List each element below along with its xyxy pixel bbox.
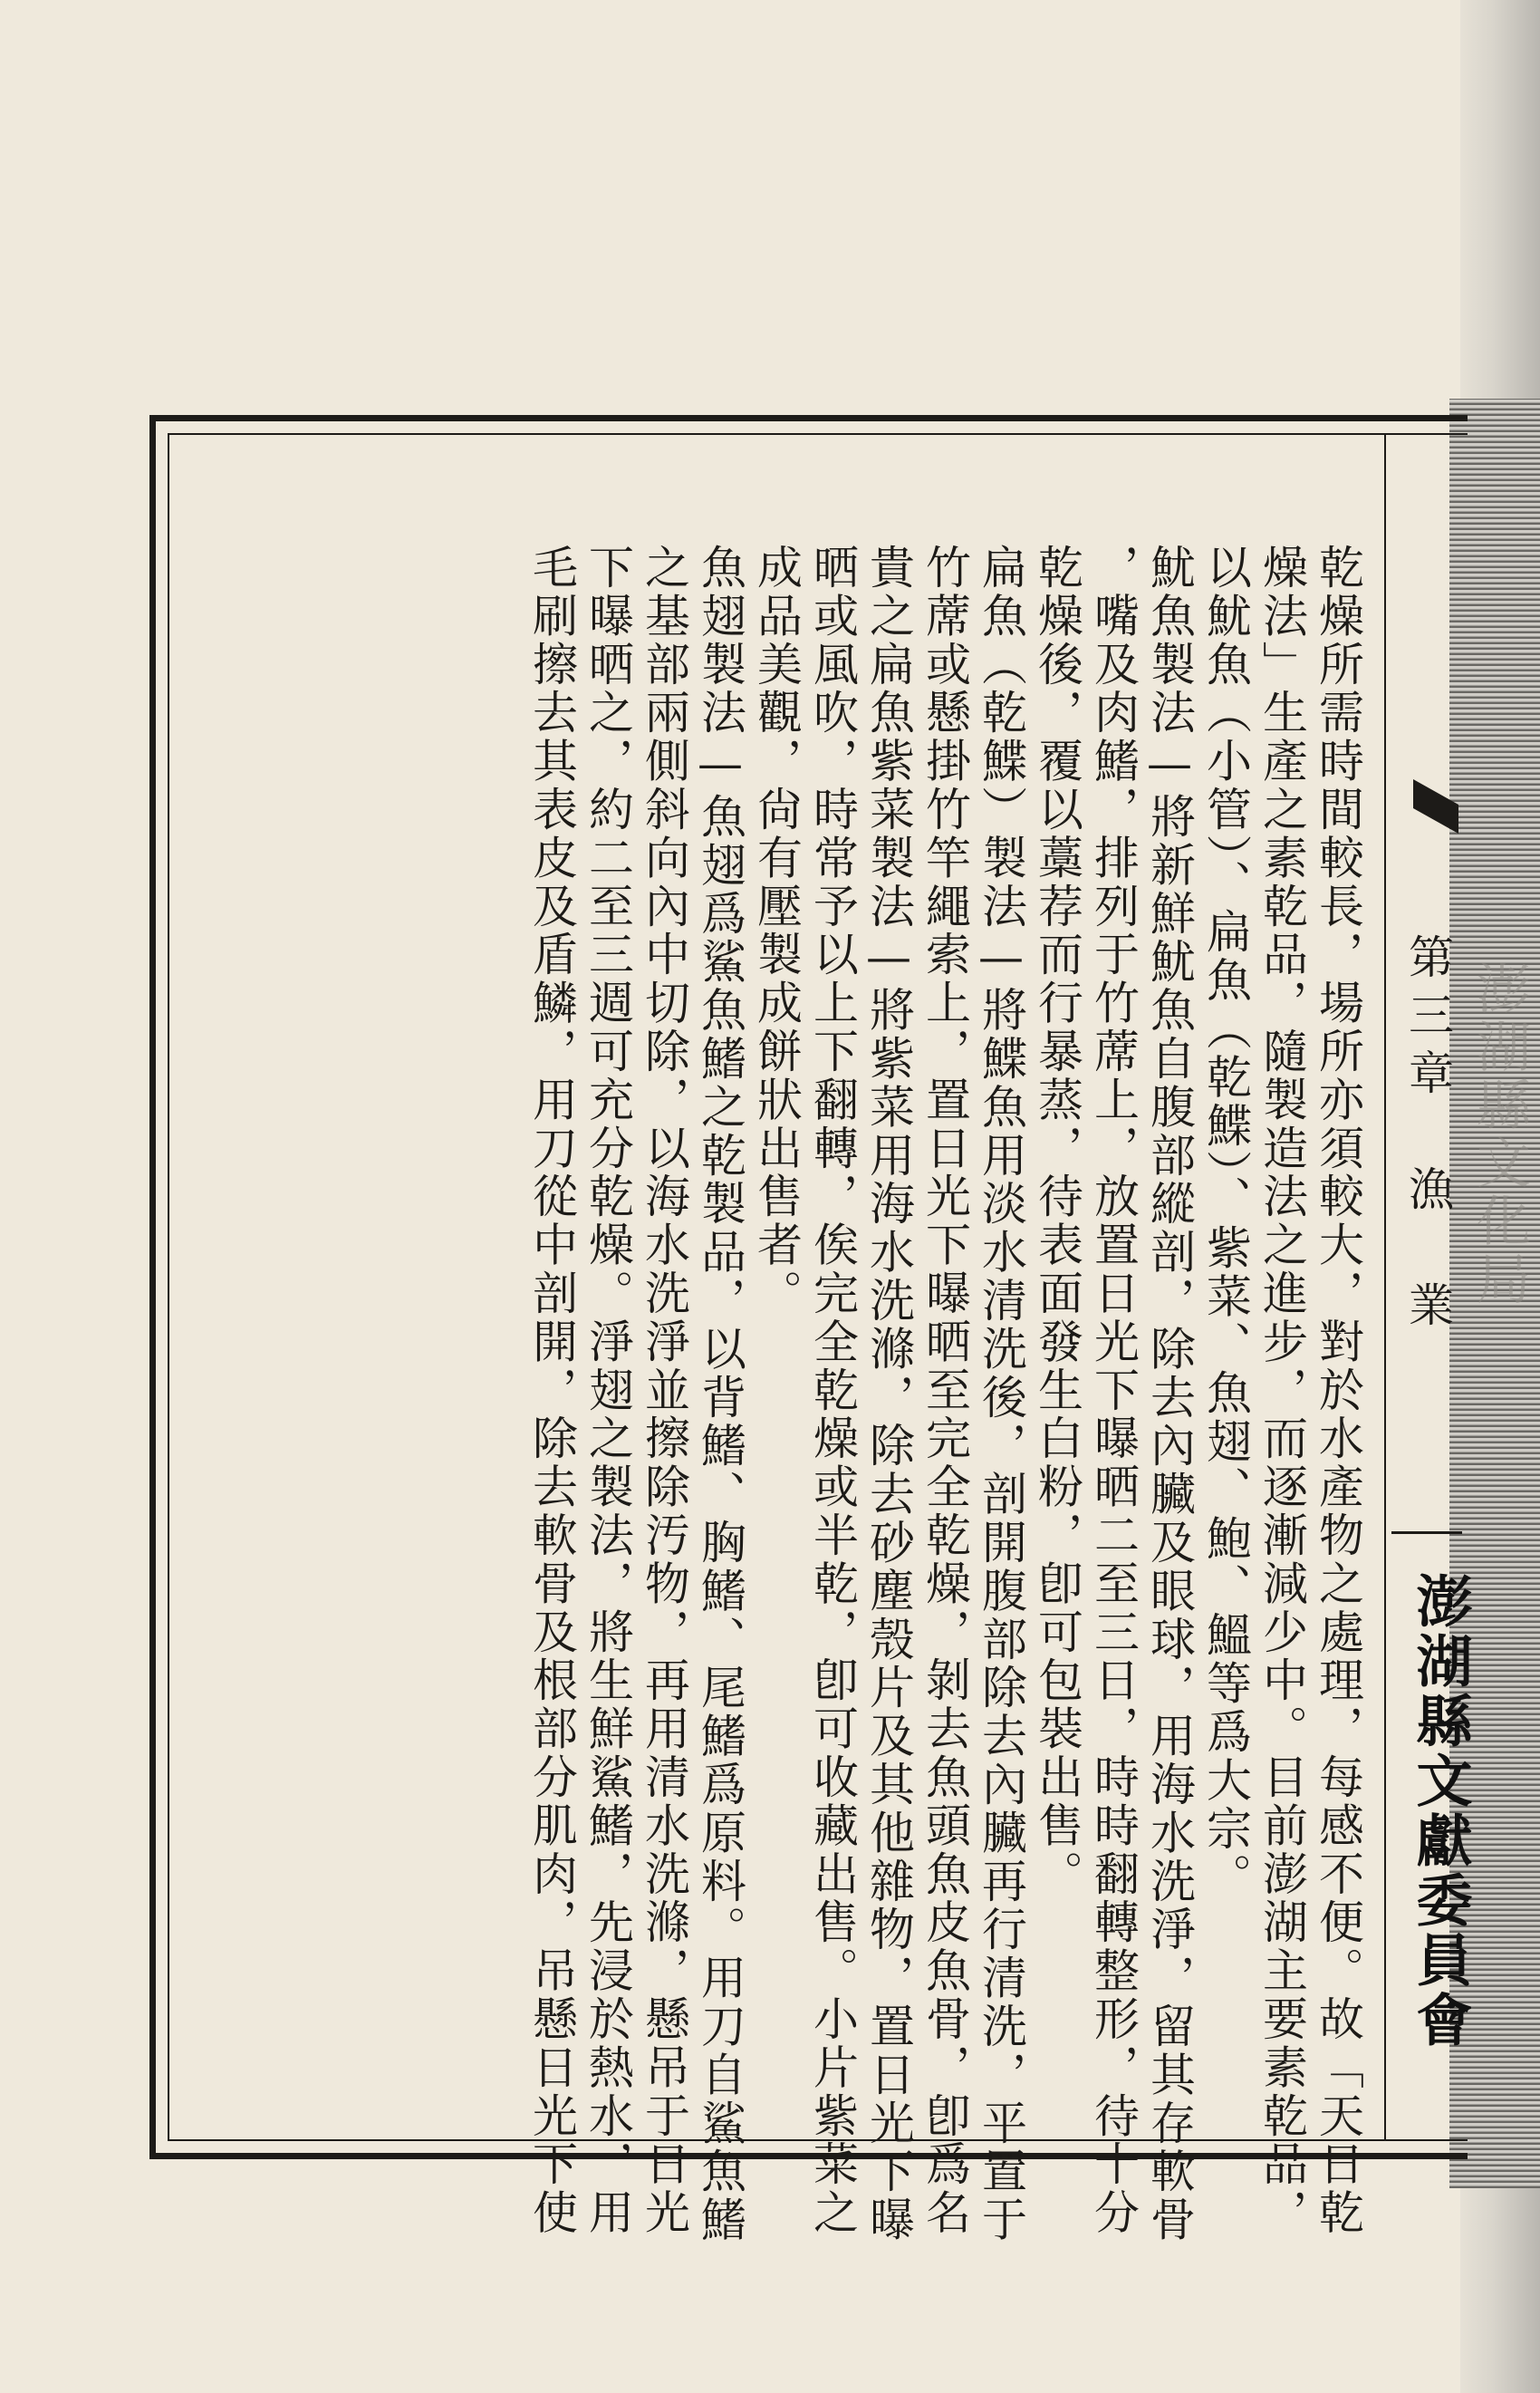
text-column: 毛刷擦去其表皮及盾鱗，用刀從中剖開，除去軟骨及根部分肌肉，吊懸日光下使 <box>525 544 578 2237</box>
text-column: 魚翅製法—魚翅爲鯊魚鰭之乾製品，以背鰭、胸鰭、尾鰭爲原料。用刀自鯊魚鰭 <box>694 544 746 2244</box>
text-column: ，嘴及肉鰭，排列于竹蓆上，放置日光下曝晒二至三日，時時翻轉整形，待十分 <box>1087 544 1140 2237</box>
text-column: 下曝晒之，約二至三週可充分乾燥。淨翅之製法，將生鮮鯊鰭，先浸於熱水，用 <box>582 544 634 2237</box>
text-column: 乾燥後，覆以藁荐而行暴蒸，待表面發生白粉，卽可包裝出售。 <box>1031 544 1083 1899</box>
text-column: 燥法」生產之素乾品，隨製造法之進步，而逐漸減少中。目前澎湖主要素乾品， <box>1256 544 1308 2237</box>
header-rule <box>1391 1531 1462 1534</box>
text-column: 乾燥所需時間較長，場所亦須較大，對於水產物之處理，每感不便。故「天日乾 <box>1312 544 1364 2237</box>
chapter-title: 第三章 漁 業 <box>1401 933 1454 1339</box>
header-divider <box>1384 433 1386 2141</box>
text-column: 扁魚（乾鰈）製法—將鰈魚用淡水清洗後，剖開腹部除去內臟再行清洗，平置于 <box>975 544 1027 2244</box>
text-column: 魷魚製法—將新鮮魷魚自腹部縱剖，除去內臟及眼球，用海水洗淨，留其存軟骨 <box>1143 544 1196 2244</box>
text-column: 以魷魚（小管）、扁魚（乾鰈）、紫菜、魚翅、鮑、鰮等爲大宗。 <box>1199 544 1252 1902</box>
watermark: 澎湖縣文化局 <box>1468 960 1531 1308</box>
chevron-marker-icon <box>1413 779 1458 834</box>
publisher-name: 澎湖縣文獻委員會 <box>1407 1572 1473 2050</box>
text-column: 晒或風吹，時常予以上下翻轉，俟完全乾燥或半乾，卽可收藏出售。小片紫菜之 <box>806 544 859 2237</box>
text-column: 竹蓆或懸掛竹竿繩索上，置日光下曝晒至完全乾燥，剝去魚頭魚皮魚骨，卽爲名 <box>919 544 971 2237</box>
text-column: 之基部兩側斜向內中切除，以海水洗淨並擦除汚物，再用清水洗滌，懸吊于日光 <box>638 544 690 2237</box>
text-column: 貴之扁魚紫菜製法—將紫菜用海水洗滌，除去砂塵殼片及其他雜物，置日光下曝 <box>862 544 915 2244</box>
text-column: 成品美觀，尙有壓製成餅狀出售者。 <box>750 544 803 1318</box>
